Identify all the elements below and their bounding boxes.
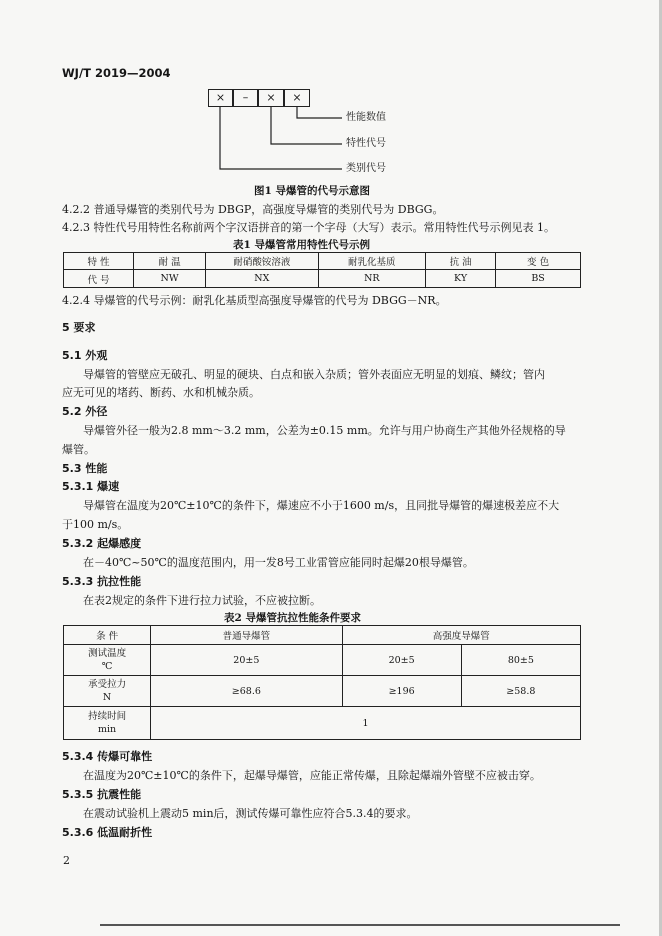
table2-row-label (64, 707, 151, 740)
section-5-3-2-text: 在－40℃~50℃的温度范围内，用一发8号工业雷管应能同时起爆20根导爆管。 (83, 556, 474, 569)
section-5-3-1-text: 于100 m/s。 (62, 518, 129, 531)
section-5-3-6-heading: 5.3.6 低温耐折性 (62, 826, 153, 839)
table2-label-line: 持续时间 (88, 711, 127, 722)
section-5-3-2-heading: 5.3.2 起爆感度 (62, 537, 142, 550)
page-number: 2 (63, 854, 70, 867)
table1-header-cell: 耐 温 (134, 253, 206, 270)
section-5-3-5-text: 在震动试验机上震动5 min后，测试传爆可靠性应符合5.3.4的要求。 (83, 807, 418, 820)
table1-header-cell: 抗 油 (426, 253, 496, 270)
diagram-box-3: × (284, 89, 310, 107)
section-5-1-heading: 5.1 外观 (62, 349, 108, 362)
table2-label-line: ℃ (101, 661, 113, 672)
table2-cell: 20±5 (342, 645, 461, 676)
section-5-2-text: 导爆管外径一般为2.8 mm～3.2 mm，公差为±0.15 mm。允许与用户协商生产其他外径规格的导 (83, 424, 566, 437)
table2-cell: ≥196 (342, 676, 461, 707)
section-5-2-text: 爆管。 (62, 443, 95, 456)
section-5-3-1-text: 导爆管在温度为20℃±10℃的条件下，爆速应不小于1600 m/s，且同批导爆管的爆速极差应不大 (83, 499, 560, 512)
diagram-box-2: × (258, 89, 284, 107)
table1-cell: NR (318, 270, 426, 288)
table2-header-cell: 高强度导爆管 (342, 626, 580, 645)
table2 (63, 625, 581, 740)
section-5-3-3-heading: 5.3.3 抗拉性能 (62, 575, 142, 588)
section-5-3-1-heading: 5.3.1 爆速 (62, 480, 120, 493)
table1-cell: 代 号 (64, 270, 134, 288)
table1-header-cell: 变 色 (496, 253, 581, 270)
section-5-1-text: 应无可见的堵药、断药、水和机械杂质。 (62, 386, 260, 399)
table2-label-line: 承受拉力 (88, 679, 127, 690)
diagram-leader-lines (200, 105, 350, 180)
table2-header-cell: 普通导爆管 (151, 626, 342, 645)
table2-row-label (64, 645, 151, 676)
table1-cell: NX (206, 270, 318, 288)
figure1-caption: 图1 导爆管的代号示意图 (254, 185, 370, 197)
diagram-label-performance: 性能数值 (346, 112, 386, 123)
table2-row-label (64, 676, 151, 707)
table2-header-cell: 条 件 (64, 626, 151, 645)
document-code-header: WJ/T 2019—2004 (62, 66, 171, 80)
table1-header-cell: 耐乳化基质 (318, 253, 426, 270)
section-5-3-4-heading: 5.3.4 传爆可靠性 (62, 750, 153, 763)
section-5-3-heading: 5.3 性能 (62, 462, 108, 475)
table1-cell: NW (134, 270, 206, 288)
table1-caption: 表1 导爆管常用特性代号示例 (233, 239, 370, 251)
table2-cell: 1 (151, 707, 581, 740)
table2-cell: 20±5 (151, 645, 342, 676)
diagram-label-feature: 特性代号 (346, 138, 386, 149)
section-5-1-text: 导爆管的管壁应无破孔、明显的硬块、白点和嵌入杂质；管外表面应无明显的划痕、鳞纹；管内 (83, 368, 545, 381)
section-5-3-3-text: 在表2规定的条件下进行拉力试验，不应被拉断。 (83, 594, 321, 607)
clause-4-2-4: 4.2.4 导爆管的代号示例：耐乳化基质型高强度导爆管的代号为 DBGG－NR。 (62, 294, 447, 307)
clause-4-2-2: 4.2.2 普通导爆管的类别代号为 DBGP，高强度导爆管的类别代号为 DBGG。 (62, 203, 444, 216)
table2-cell: 80±5 (461, 645, 580, 676)
section-5-3-5-heading: 5.3.5 抗震性能 (62, 788, 142, 801)
section-5-heading: 5 要求 (62, 321, 96, 334)
table1-cell: BS (496, 270, 581, 288)
table1 (63, 252, 581, 288)
diagram-box-dash: – (233, 89, 258, 107)
table2-caption: 表2 导爆管抗拉性能条件要求 (224, 612, 361, 624)
section-5-2-heading: 5.2 外径 (62, 405, 108, 418)
scan-bottom-rule (100, 924, 620, 926)
diagram-box-1: × (208, 89, 233, 107)
table2-cell: ≥58.8 (461, 676, 580, 707)
table2-label-line: N (102, 692, 112, 703)
table2-label-line: min (97, 724, 117, 735)
table1-cell: KY (426, 270, 496, 288)
diagram-label-category: 类别代号 (346, 163, 386, 174)
section-5-3-4-text: 在温度为20℃±10℃的条件下，起爆导爆管，应能正常传爆，且除起爆端外管壁不应被击穿。 (83, 769, 541, 782)
clause-4-2-3: 4.2.3 特性代号用特性名称前两个字汉语拼音的第一个字母（大写）表示。常用特性代号示例见表 1。 (62, 221, 555, 234)
table1-header-cell: 耐硝酸铵溶液 (206, 253, 318, 270)
table2-cell: ≥68.6 (151, 676, 342, 707)
table2-label-line: 测试温度 (88, 648, 127, 659)
table1-header-cell: 特 性 (64, 253, 134, 270)
